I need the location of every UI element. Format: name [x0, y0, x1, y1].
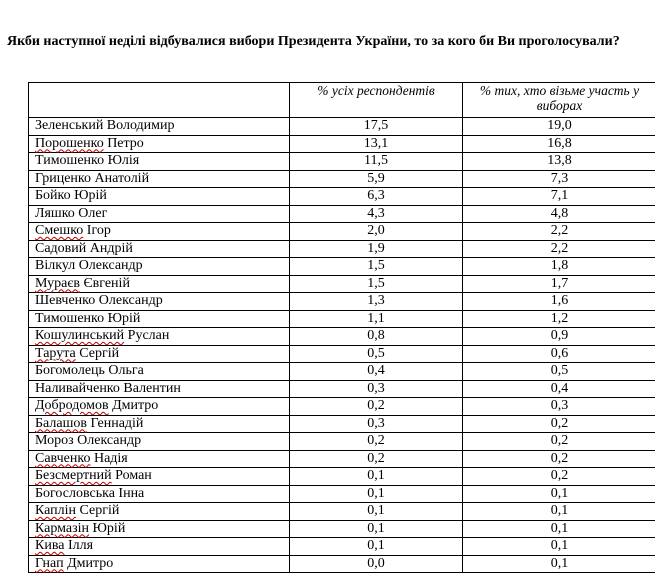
table-row: [29, 188, 655, 206]
candidate-name: Балашов Геннадій: [29, 415, 290, 433]
table-row: [29, 205, 655, 223]
table-row: [29, 135, 655, 153]
table-row: [29, 555, 655, 573]
percent-voters: 0,5: [463, 363, 655, 381]
candidate-name: Смешко Ігор: [29, 223, 290, 241]
table-row: [29, 503, 655, 521]
percent-voters: 1,7: [463, 275, 655, 293]
header-voters: % тих, хто візьме участь у виборах: [463, 83, 655, 118]
percent-all-respondents: 0,1: [290, 538, 463, 556]
percent-all-respondents: 0,1: [290, 520, 463, 538]
percent-all-respondents: 4,3: [290, 205, 463, 223]
header-candidate: [29, 83, 290, 118]
percent-all-respondents: 11,5: [290, 153, 463, 171]
question-heading: Якби наступної неділі відбувалися вибори Президента України, то за кого би Ви проголосували?: [7, 33, 652, 50]
table-header-row: [29, 83, 655, 118]
table-row: [29, 380, 655, 398]
candidate-name: Садовий Андрій: [29, 240, 290, 258]
candidate-name: Гриценко Анатолій: [29, 170, 290, 188]
candidate-name: Богомолець Ольга: [29, 363, 290, 381]
percent-all-respondents: 6,3: [290, 188, 463, 206]
table-row: [29, 293, 655, 311]
percent-voters: 0,1: [463, 538, 655, 556]
candidate-name: Богословська Інна: [29, 485, 290, 503]
percent-voters: 2,2: [463, 240, 655, 258]
percent-voters: 1,6: [463, 293, 655, 311]
percent-voters: 0,2: [463, 468, 655, 486]
candidate-name: Безсмертний Роман: [29, 468, 290, 486]
percent-voters: 0,1: [463, 503, 655, 521]
percent-all-respondents: 1,5: [290, 258, 463, 276]
percent-all-respondents: 0,1: [290, 503, 463, 521]
percent-voters: 1,8: [463, 258, 655, 276]
percent-voters: 1,2: [463, 310, 655, 328]
percent-all-respondents: 1,1: [290, 310, 463, 328]
table-row: [29, 345, 655, 363]
percent-all-respondents: 0,2: [290, 398, 463, 416]
candidate-name: Тимошенко Юрій: [29, 310, 290, 328]
table-row: [29, 258, 655, 276]
table-row: [29, 468, 655, 486]
candidate-name: Добродомов Дмитро: [29, 398, 290, 416]
table-row: [29, 415, 655, 433]
percent-voters: 0,6: [463, 345, 655, 363]
percent-voters: 4,8: [463, 205, 655, 223]
candidate-name: Шевченко Олександр: [29, 293, 290, 311]
candidate-name: Ляшко Олег: [29, 205, 290, 223]
percent-voters: 0,1: [463, 485, 655, 503]
table-row: [29, 433, 655, 451]
percent-all-respondents: 0,3: [290, 415, 463, 433]
table-row: [29, 538, 655, 556]
percent-all-respondents: 1,9: [290, 240, 463, 258]
table-row: [29, 153, 655, 171]
percent-all-respondents: 13,1: [290, 135, 463, 153]
candidate-name: Гнап Дмитро: [29, 555, 290, 573]
candidate-name: Наливайченко Валентин: [29, 380, 290, 398]
table-row: [29, 363, 655, 381]
percent-all-respondents: 0,1: [290, 468, 463, 486]
table-row: [29, 118, 655, 136]
percent-all-respondents: 0,1: [290, 485, 463, 503]
candidate-name: Тарута Сергій: [29, 345, 290, 363]
percent-voters: 0,2: [463, 415, 655, 433]
table-row: [29, 328, 655, 346]
percent-all-respondents: 0,3: [290, 380, 463, 398]
percent-voters: 2,2: [463, 223, 655, 241]
candidate-name: Кива Ілля: [29, 538, 290, 556]
percent-voters: 0,3: [463, 398, 655, 416]
table-row: [29, 275, 655, 293]
candidate-name: Зеленський Володимир: [29, 118, 290, 136]
percent-voters: 7,3: [463, 170, 655, 188]
percent-all-respondents: 0,2: [290, 433, 463, 451]
table-row: [29, 223, 655, 241]
table-row: [29, 170, 655, 188]
table-row: [29, 240, 655, 258]
percent-voters: 19,0: [463, 118, 655, 136]
percent-voters: 0,2: [463, 450, 655, 468]
percent-voters: 0,9: [463, 328, 655, 346]
table-row: [29, 310, 655, 328]
percent-all-respondents: 1,3: [290, 293, 463, 311]
percent-voters: 0,4: [463, 380, 655, 398]
candidate-name: Бойко Юрій: [29, 188, 290, 206]
percent-all-respondents: 2,0: [290, 223, 463, 241]
percent-all-respondents: 0,4: [290, 363, 463, 381]
candidate-name: Кармазін Юрій: [29, 520, 290, 538]
table-row: [29, 485, 655, 503]
candidate-name: Тимошенко Юлія: [29, 153, 290, 171]
percent-voters: 7,1: [463, 188, 655, 206]
table-row: [29, 398, 655, 416]
candidate-name: Вілкул Олександр: [29, 258, 290, 276]
table-row: [29, 520, 655, 538]
percent-voters: 13,8: [463, 153, 655, 171]
percent-voters: 16,8: [463, 135, 655, 153]
candidate-name: Каплін Сергій: [29, 503, 290, 521]
percent-all-respondents: 5,9: [290, 170, 463, 188]
percent-voters: 0,1: [463, 555, 655, 573]
candidate-name: Мураєв Євгеній: [29, 275, 290, 293]
percent-all-respondents: 0,2: [290, 450, 463, 468]
percent-all-respondents: 0,0: [290, 555, 463, 573]
percent-all-respondents: 0,8: [290, 328, 463, 346]
percent-voters: 0,2: [463, 433, 655, 451]
percent-voters: 0,1: [463, 520, 655, 538]
candidate-name: Савченко Надія: [29, 450, 290, 468]
percent-all-respondents: 1,5: [290, 275, 463, 293]
percent-all-respondents: 17,5: [290, 118, 463, 136]
table-row: [29, 450, 655, 468]
candidate-name: Мороз Олександр: [29, 433, 290, 451]
candidate-name: Кошулинський Руслан: [29, 328, 290, 346]
results-table: [28, 82, 655, 573]
header-all-respondents: % усіх респондентів: [290, 83, 463, 118]
candidate-name: Порошенко Петро: [29, 135, 290, 153]
percent-all-respondents: 0,5: [290, 345, 463, 363]
